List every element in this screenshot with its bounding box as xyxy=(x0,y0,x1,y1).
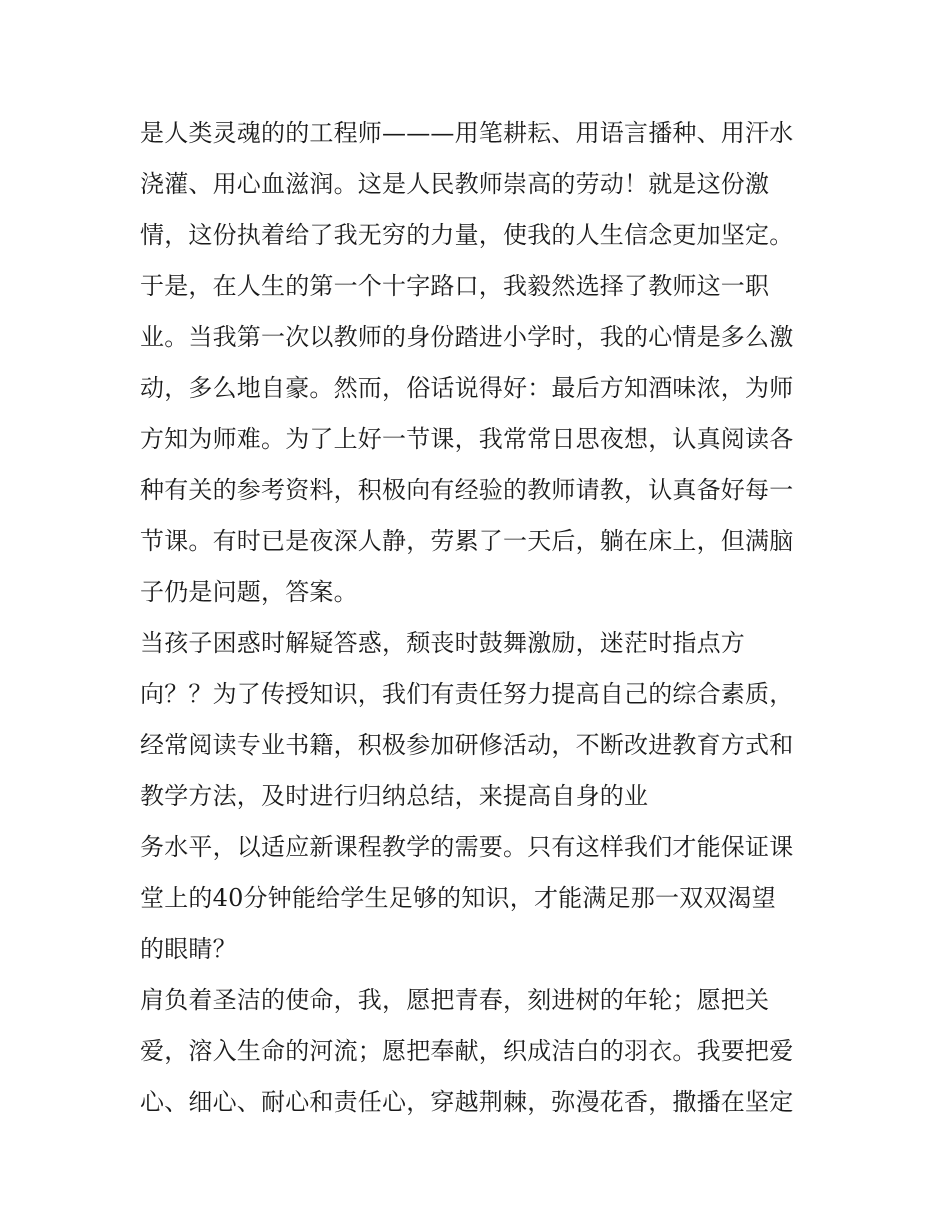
text-line: 节课。有时已是夜深人静，劳累了一天后，躺在床上，但满脑 xyxy=(140,527,794,555)
text-line: 当孩子困惑时解疑答惑，颓丧时鼓舞激励，迷茫时指点方 xyxy=(140,629,745,657)
text-line: 教学方法，及时进行归纳总结，来提高自身的业 xyxy=(140,782,649,810)
text-line: 经常阅读专业书籍，积极参加研修活动，不断改进教育方式和 xyxy=(140,731,794,759)
text-line: 动，多么地自豪。然而，俗话说得好：最后方知酒味浓，为师 xyxy=(140,374,794,402)
text-line: 浇灌、用心血滋润。这是人民教师崇高的劳动！就是这份激 xyxy=(140,170,770,198)
text-line: 是人类灵魂的的工程师———用笔耕耘、用语言播种、用汗水 xyxy=(140,119,794,147)
text-line: 爱，溶入生命的河流；愿把奉献，织成洁白的羽衣。我要把爱 xyxy=(140,1037,794,1065)
text-line: 方知为师难。为了上好一节课，我常常日思夜想，认真阅读各 xyxy=(140,425,794,453)
text-line: 情，这份执着给了我无穷的力量，使我的人生信念更加坚定。 xyxy=(140,221,794,249)
text-line: 务水平，以适应新课程教学的需要。只有这样我们才能保证课 xyxy=(140,833,794,861)
text-line: 于是，在人生的第一个十字路口，我毅然选择了教师这一职 xyxy=(140,272,770,300)
text-line: 向？？为了传授知识，我们有责任努力提高自己的综合素质， xyxy=(140,680,794,708)
text-line: 子仍是问题，答案。 xyxy=(140,578,358,606)
text-line: 业。当我第一次以教师的身份踏进小学时，我的心情是多么激 xyxy=(140,323,794,351)
text-line: 的眼睛？ xyxy=(140,935,237,963)
text-line: 肩负着圣洁的使命，我，愿把青春，刻进树的年轮；愿把关 xyxy=(140,986,770,1014)
text-line: 堂上的40分钟能给学生足够的知识，才能满足那一双双渴望 xyxy=(140,884,776,912)
body-text xyxy=(140,108,830,1128)
text-line: 心、细心、耐心和责任心，穿越荆棘，弥漫花香，撒播在坚定 xyxy=(140,1088,794,1116)
text-line: 种有关的参考资料，积极向有经验的教师请教，认真备好每一 xyxy=(140,476,794,504)
